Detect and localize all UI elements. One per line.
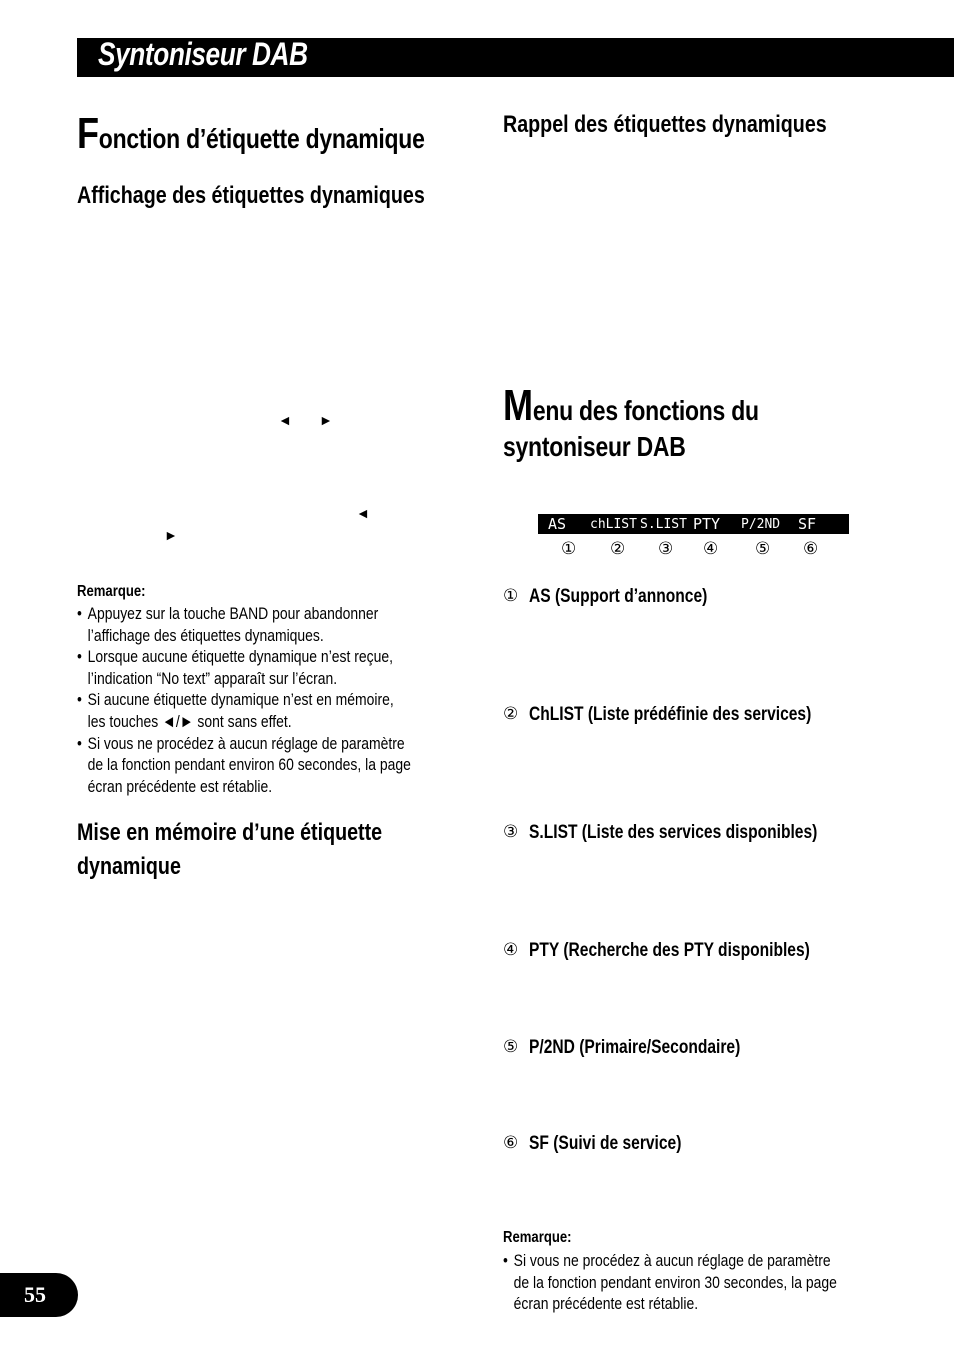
lcd-item: SF	[798, 515, 817, 533]
right-arrow-icon: ►	[164, 527, 178, 543]
marker-1: ①	[561, 539, 577, 558]
header-title: Syntoniseur DAB	[98, 36, 308, 72]
function-item-sf: ⑥ SF (Suivi de service)	[503, 1133, 682, 1154]
section-title-dynamic-label	[77, 109, 425, 158]
lcd-item: AS	[548, 515, 567, 533]
page-number: 55	[24, 1282, 46, 1307]
note-item: • Si vous ne procédez à aucun réglage de paramètre de la fonction pendant environ 60 secondes, la page écran précédente est rétablie.	[77, 733, 411, 798]
lcd-item: PTY	[693, 515, 721, 533]
note-label: Remarque:	[77, 583, 146, 600]
subheading-display: Affichage des étiquettes dynamiques	[77, 182, 425, 209]
section-title-initial: M	[503, 381, 533, 430]
marker-3: ③	[658, 539, 674, 558]
function-item-p2nd: ⑤ P/2ND (Primaire/Secondaire)	[503, 1037, 741, 1058]
left-arrow-icon: ◄	[356, 505, 370, 521]
function-item-slist: ③ S.LIST (Liste des services disponibles)	[503, 822, 818, 843]
subheading-store: Mise en mémoire d’une étiquette dynamique	[77, 819, 383, 880]
lcd-item: S.LIST	[640, 517, 687, 532]
lcd-item: P/2ND	[741, 517, 781, 532]
section-title-menu: Menu des fonctions du syntoniseur DAB	[503, 381, 759, 462]
note-item: • Si vous ne procédez à aucun réglage de paramètre de la fonction pendant environ 30 secondes, la page écran précédente est rétablie.	[503, 1250, 837, 1315]
note-list	[503, 1250, 837, 1315]
left-arrow-icon: ◄	[278, 412, 292, 428]
section-title-rest: onction d’étiquette dynamique	[98, 123, 425, 154]
note-item: • Si aucune étiquette dynamique n’est en mémoire, les touches ◄/► sont sans effet.	[77, 689, 411, 732]
marker-4: ④	[703, 539, 719, 558]
lcd-item: chLIST	[590, 517, 637, 532]
marker-5: ⑤	[755, 539, 771, 558]
subheading-recall: Rappel des étiquettes dynamiques	[503, 111, 827, 138]
marker-2: ②	[610, 539, 626, 558]
marker-6: ⑥	[803, 539, 819, 558]
note-list	[77, 603, 411, 797]
section-title-initial: F	[77, 109, 99, 158]
function-item-chlist: ② ChLIST (Liste prédéfinie des services)	[503, 704, 812, 725]
note-item: • Lorsque aucune étiquette dynamique n’est reçue, l’indication “No text” apparaît sur l’écran.	[77, 646, 411, 689]
lcd-display	[538, 514, 849, 534]
function-item-as: ① AS (Support d’annonce)	[503, 586, 708, 607]
right-arrow-icon: ►	[319, 412, 333, 428]
note-item: • Appuyez sur la touche BAND pour abandonner l’affichage des étiquettes dynamiques.	[77, 603, 411, 646]
function-item-pty: ④ PTY (Recherche des PTY disponibles)	[503, 940, 810, 961]
note-label: Remarque:	[503, 1229, 572, 1246]
